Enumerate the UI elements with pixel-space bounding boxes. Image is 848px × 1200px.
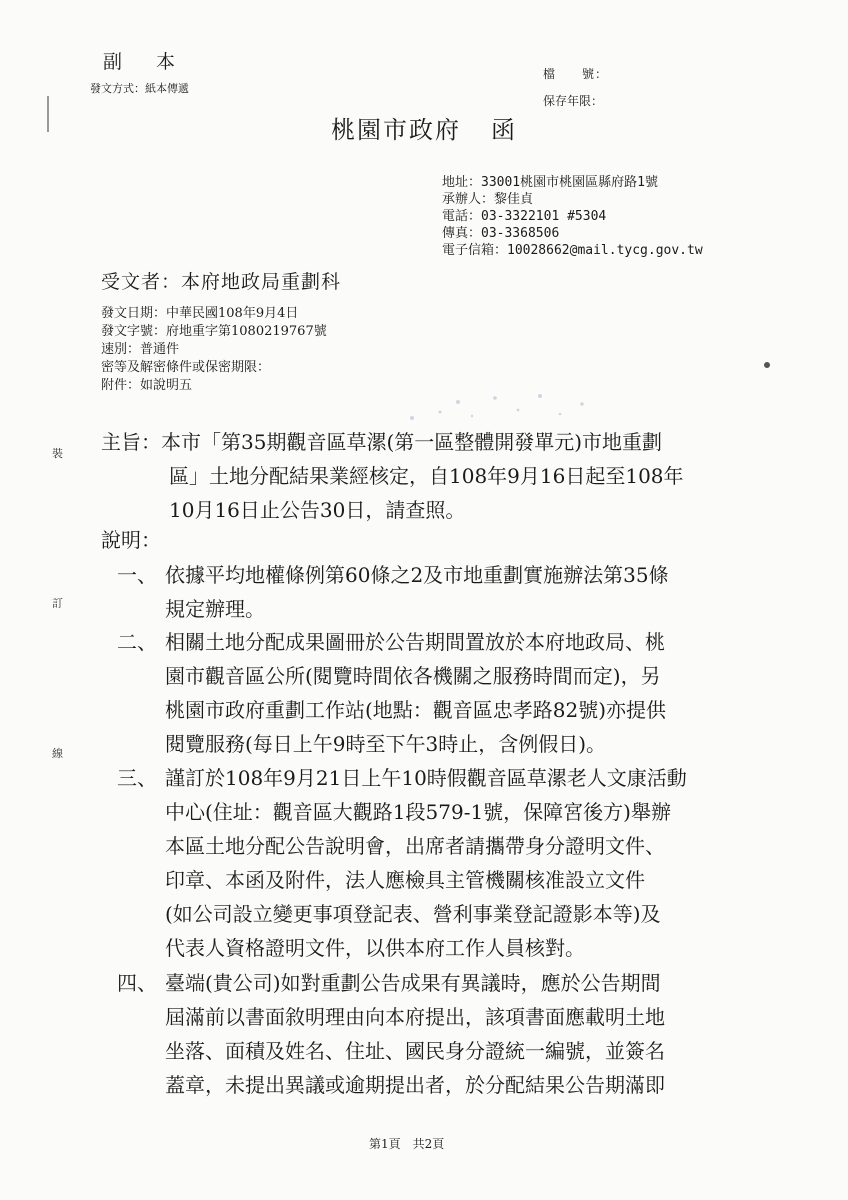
contact-handler: 承辦人：黎佳貞 bbox=[442, 192, 534, 207]
contact-fax: 傳真：03-3368506 bbox=[442, 226, 560, 241]
explanation-item-2 bbox=[117, 625, 666, 761]
document-number: 發文字號：府地重字第1080219767號 bbox=[101, 324, 327, 339]
item-line: 臺端(貴公司)如對重劃公告成果有異議時，應於公告期間 bbox=[165, 971, 661, 995]
file-number-label: 檔 號： bbox=[543, 67, 609, 81]
send-method: 發文方式：紙本傳遞 bbox=[90, 82, 189, 95]
binding-edge-line bbox=[47, 96, 49, 132]
item-number: 二、 bbox=[117, 630, 157, 654]
page-footer: 第1頁 共2頁 bbox=[369, 1137, 445, 1151]
binding-mark-xian: 線 bbox=[52, 747, 63, 760]
item-line: 中心(住址：觀音區大觀路1段579-1號，保障宮後方)舉辦 bbox=[165, 800, 671, 824]
explanation-heading: 說明： bbox=[101, 528, 161, 552]
item-line: 園市觀音區公所(閱覽時間依各機關之服務時間而定)，另 bbox=[165, 664, 661, 688]
retention-period-label: 保存年限： bbox=[543, 94, 604, 108]
contact-email: 電子信箱：10028662@mail.tycg.gov.tw bbox=[442, 243, 703, 258]
item-line: 蓋章，未提出異議或逾期提出者，於分配結果公告期滿即 bbox=[165, 1073, 665, 1097]
subject-line: 10月16日止公告30日，請查照。 bbox=[169, 498, 466, 522]
subject-line: 主旨：本市「第35期觀音區草漯(第一區整體開發單元)市地重劃 bbox=[101, 430, 663, 454]
binding-mark-zhuang: 裝 bbox=[52, 447, 63, 460]
issue-date: 發文日期：中華民國108年9月4日 bbox=[101, 306, 299, 321]
item-line: (如公司設立變更事項登記表、營利事業登記證影本等)及 bbox=[165, 902, 661, 926]
item-line: 謹訂於108年9月21日上午10時假觀音區草漯老人文康活動 bbox=[165, 766, 687, 790]
item-line: 代表人資格證明文件，以供本府工作人員核對。 bbox=[165, 936, 585, 960]
subject-block bbox=[101, 425, 781, 527]
issuing-organization: 桃園市政府 bbox=[331, 116, 461, 144]
item-number: 一、 bbox=[117, 563, 157, 587]
explanation-item-3 bbox=[117, 761, 687, 965]
item-line: 依據平均地權條例第60條之2及市地重劃實施辦法第35條 bbox=[165, 563, 669, 587]
item-line: 本區土地分配公告說明會，出席者請攜帶身分證明文件、 bbox=[165, 834, 665, 858]
document-type: 函 bbox=[491, 116, 517, 144]
item-line: 桃園市政府重劃工作站(地點：觀音區忠孝路82號)亦提供 bbox=[165, 698, 667, 722]
item-line: 閱覽服務(每日上午9時至下午3時止，含例假日)。 bbox=[165, 732, 607, 756]
explanation-item-4 bbox=[117, 966, 665, 1102]
secrecy-level: 密等及解密條件或保密期限： bbox=[101, 360, 271, 375]
contact-phone: 電話：03-3322101 #5304 bbox=[442, 209, 607, 224]
delivery-speed: 速別：普通件 bbox=[101, 342, 180, 357]
item-number: 四、 bbox=[117, 971, 157, 995]
copy-mark: 副 本 bbox=[103, 51, 190, 73]
contact-address: 地址：33001桃園市桃園區縣府路1號 bbox=[442, 175, 658, 190]
document-title bbox=[331, 110, 517, 145]
item-line: 印章、本函及附件，法人應檢具主管機關核准設立文件 bbox=[165, 868, 645, 892]
item-line: 坐落、面積及姓名、住址、國民身分證統一編號，並簽名 bbox=[165, 1039, 665, 1063]
subject-line: 區」土地分配結果業經核定，自108年9月16日起至108年 bbox=[169, 464, 684, 488]
item-line: 屆滿前以書面敘明理由向本府提出，該項書面應載明土地 bbox=[165, 1005, 665, 1029]
faint-stamp-marks bbox=[400, 388, 600, 428]
recipient: 受文者：本府地政局重劃科 bbox=[101, 271, 342, 293]
binding-mark-ding: 訂 bbox=[52, 597, 63, 610]
attachment: 附件：如說明五 bbox=[101, 378, 193, 393]
item-line: 規定辦理。 bbox=[165, 597, 265, 621]
explanation-item-1 bbox=[117, 558, 669, 626]
scan-speck bbox=[764, 362, 770, 368]
contact-block bbox=[442, 174, 703, 259]
item-line: 相關土地分配成果圖冊於公告期間置放於本府地政局、桃 bbox=[165, 630, 665, 654]
item-number: 三、 bbox=[117, 766, 157, 790]
document-meta bbox=[101, 305, 327, 395]
